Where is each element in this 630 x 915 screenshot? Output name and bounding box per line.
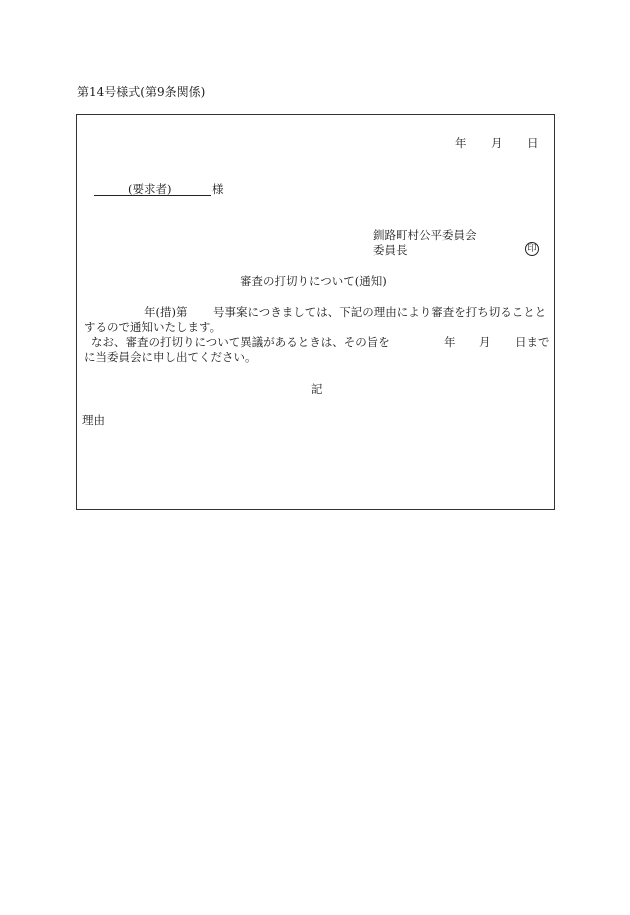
body-paragraph2-text: なお、審査の打切りについて異議があるときは、その旨を [91, 335, 390, 349]
addressee-honorific: 様 [212, 182, 224, 196]
seal-icon: 印 [525, 242, 539, 256]
issuer-organization: 釧路町村公平委員会 [373, 228, 477, 242]
form-number-label: 第14号様式(第9条関係) [77, 85, 206, 99]
addressee-role: (要求者) [128, 182, 172, 196]
document-title: 審査の打切りについて(通知) [240, 274, 387, 288]
reason-label: 理由 [82, 413, 105, 427]
body-paragraph2-line2: に当委員会に申し出てください。 [84, 350, 257, 364]
body-paragraph2-year: 年 [444, 335, 456, 349]
body-paragraph1-text: 号事案につきましては、下記の理由により審査を打ち切ることと [213, 305, 547, 319]
body-paragraph1-case-prefix: 年(措)第 [144, 305, 188, 319]
body-paragraph1-line2: するので通知いたします。 [84, 320, 222, 334]
date-year-label: 年 [455, 136, 467, 150]
issuer-title: 委員長 [373, 243, 408, 257]
date-month-label: 月 [491, 136, 503, 150]
date-day-label: 日 [527, 136, 539, 150]
body-paragraph2-month: 月 [479, 335, 491, 349]
body-paragraph2-deadline: 日まで [515, 335, 550, 349]
memo-heading: 記 [311, 382, 323, 396]
